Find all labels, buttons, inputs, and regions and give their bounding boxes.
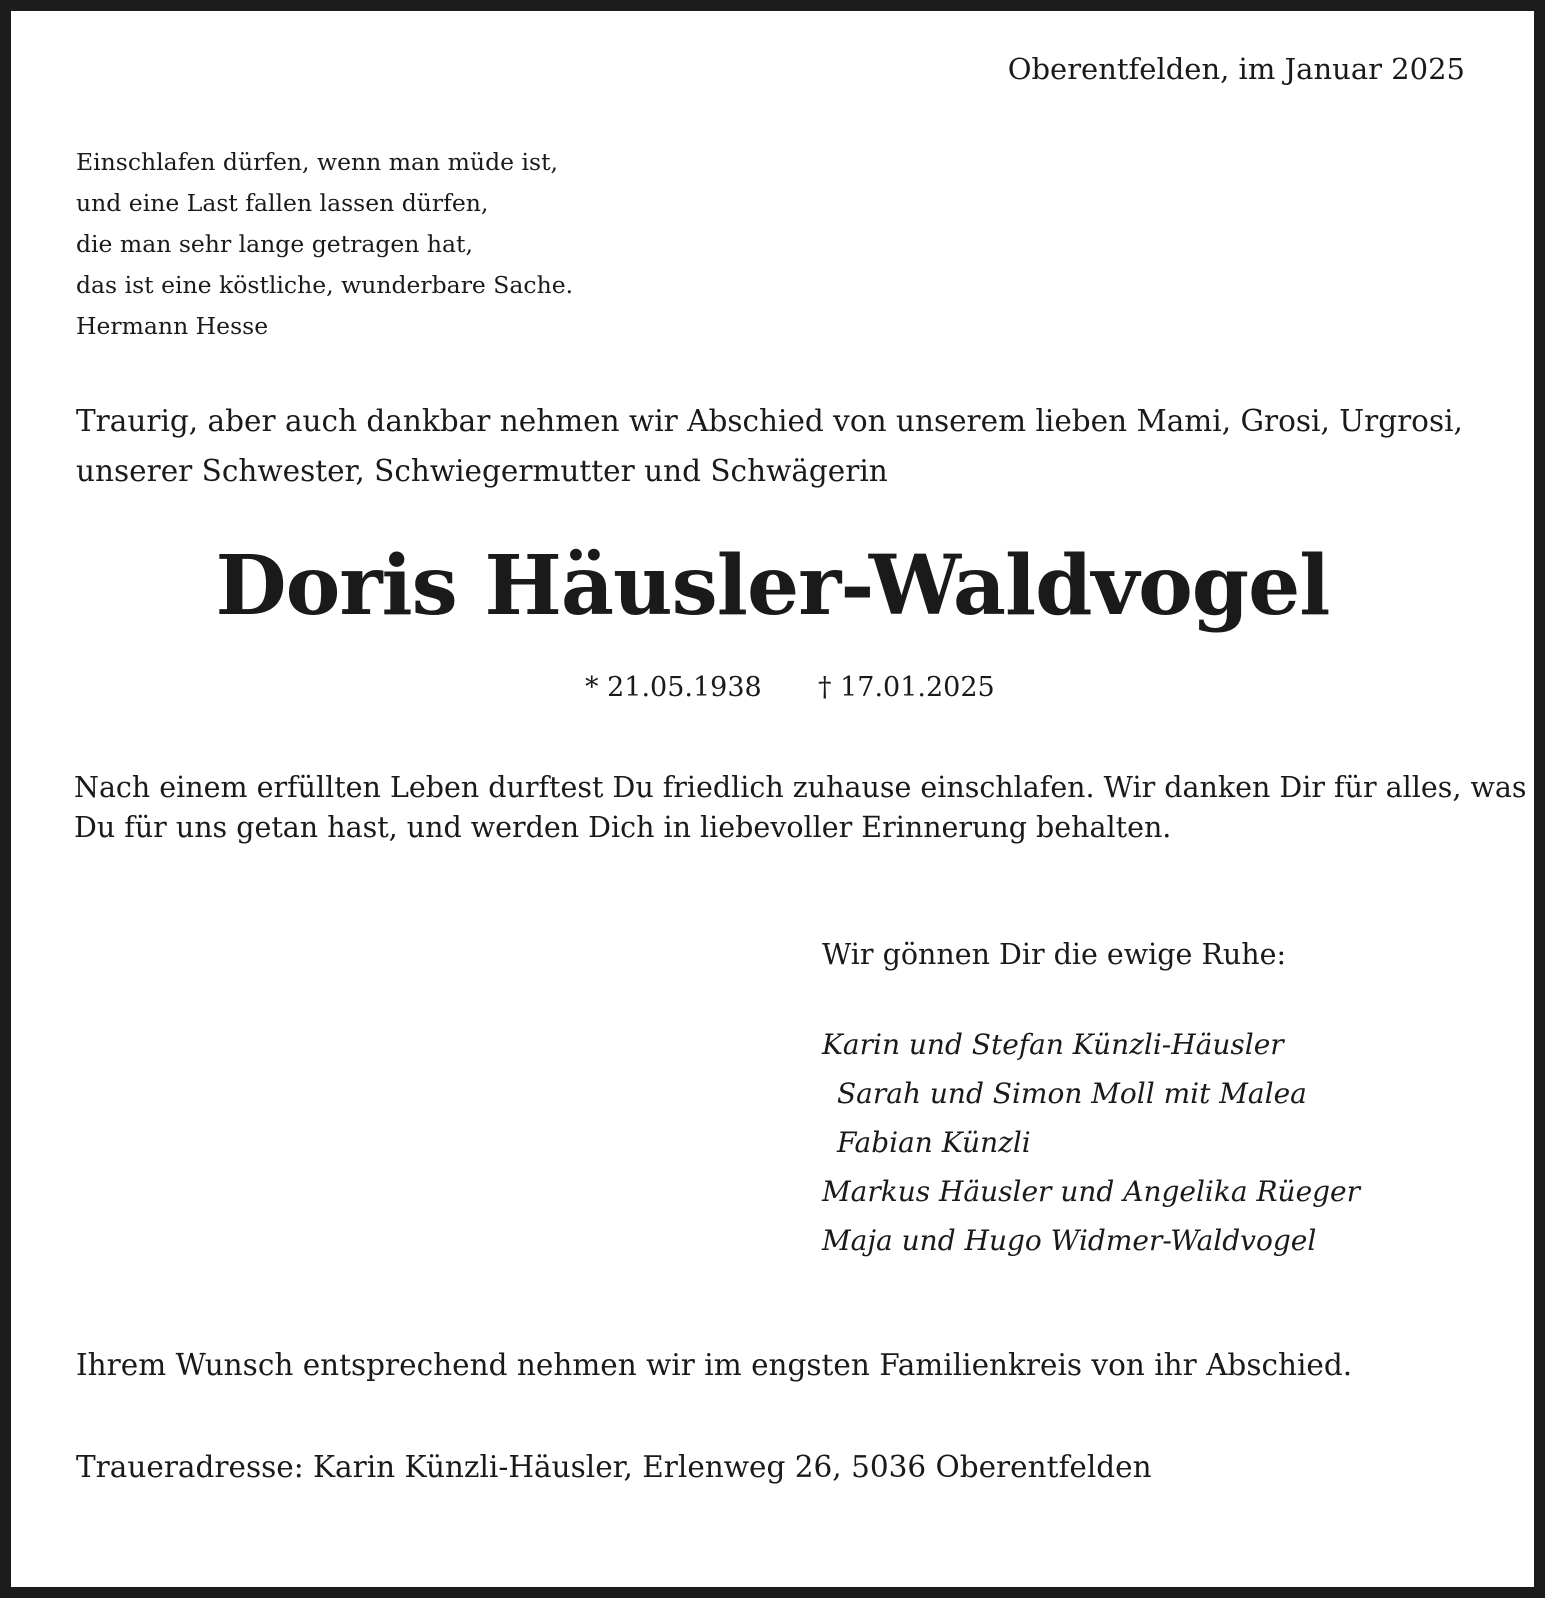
funeral-wish: Ihrem Wunsch entsprechend nehmen wir im engsten Familienkreis von ihr Abschied. — [76, 1348, 1353, 1382]
poem-line: die man sehr lange getragen hat, — [76, 230, 473, 258]
mourner-name: Sarah und Simon Moll mit Malea — [837, 1077, 1307, 1110]
mourners-heading: Wir gönnen Dir die ewige Ruhe: — [822, 938, 1287, 971]
mourner-name: Maja und Hugo Widmer-Waldvogel — [822, 1224, 1317, 1257]
poem-block — [76, 142, 573, 347]
intro-line: Traurig, aber auch dankbar nehmen wir Abschied von unserem lieben Mami, Grosi, Urgrosi, — [76, 404, 1463, 438]
poem-line: das ist eine köstliche, wunderbare Sache. — [76, 271, 574, 299]
intro-line: unserer Schwester, Schwiegermutter und Schwägerin — [76, 454, 888, 488]
message-line: Nach einem erfüllten Leben durftest Du friedlich zuhause einschlafen. Wir danken Dir für alles, was — [74, 771, 1527, 804]
mourner-name: Karin und Stefan Künzli-Häusler — [822, 1028, 1284, 1061]
message-line: Du für uns getan hast, und werden Dich in liebevoller Erinnerung behalten. — [74, 811, 1172, 844]
deceased-name: Doris Häusler-Waldvogel — [215, 538, 1330, 634]
farewell-message — [74, 768, 1526, 848]
poem-author: Hermann Hesse — [76, 312, 269, 340]
place-date: Oberentfelden, im Januar 2025 — [1007, 52, 1465, 86]
poem-line: Einschlafen dürfen, wenn man müde ist, — [76, 148, 558, 176]
death-date: † 17.01.2025 — [818, 672, 995, 703]
mourning-address: Traueradresse: Karin Künzli-Häusler, Erlenweg 26, 5036 Oberentfelden — [76, 1450, 1152, 1484]
mourner-name: Fabian Künzli — [837, 1126, 1031, 1159]
mourners-list — [822, 1020, 1360, 1265]
poem-line: und eine Last fallen lassen dürfen, — [76, 189, 489, 217]
mourner-name: Markus Häusler und Angelika Rüeger — [822, 1175, 1361, 1208]
birth-date: * 21.05.1938 — [585, 672, 762, 703]
intro-text — [76, 396, 1463, 496]
